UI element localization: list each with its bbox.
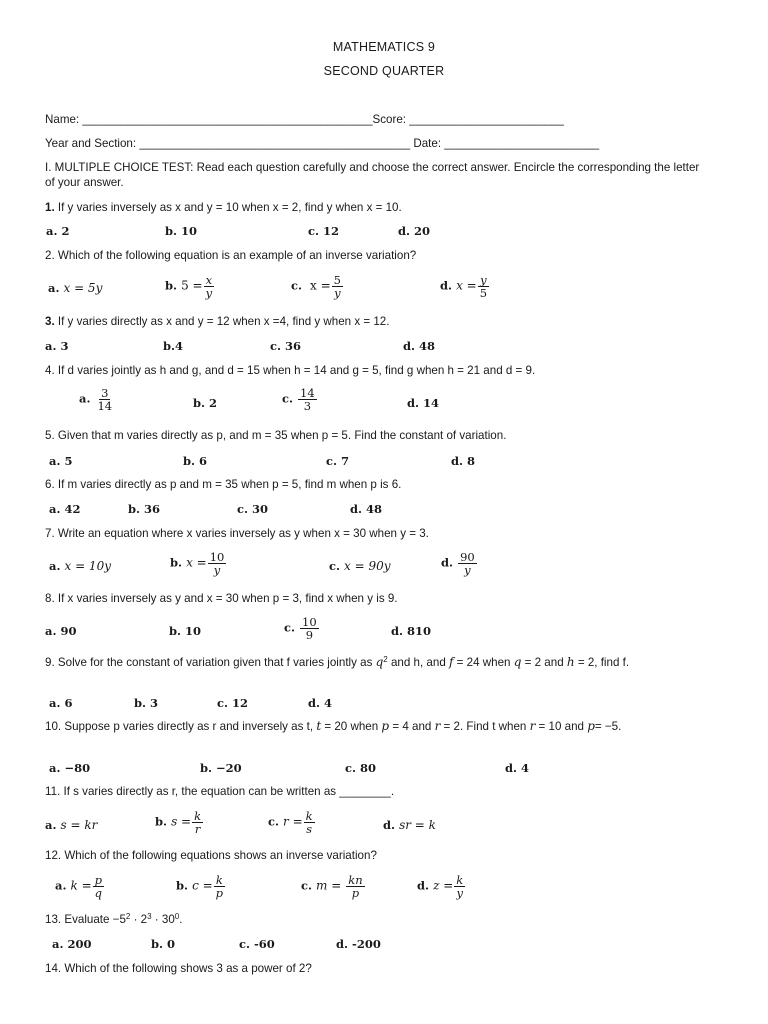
question-7-text: 7. Write an equation where x varies inversely as y when x = 30 when y = 3. bbox=[45, 527, 429, 540]
q3-option-c[interactable]: c. 36 bbox=[270, 339, 302, 353]
q12-option-c-pre: m = bbox=[316, 878, 342, 893]
q7-option-c-eq: x = 90y bbox=[344, 559, 391, 573]
q13-text-b: · 2 bbox=[130, 913, 148, 926]
q7-option-b-label: b. bbox=[170, 555, 183, 570]
q2-option-d[interactable] bbox=[440, 274, 490, 299]
q11-option-d-label: d. bbox=[383, 818, 396, 832]
q12-option-d-label: d. bbox=[417, 878, 430, 893]
q7-option-c[interactable] bbox=[329, 559, 391, 573]
q9-var-q: q bbox=[375, 655, 384, 669]
q2-option-d-numerator: y bbox=[480, 273, 487, 287]
q4-option-a-denominator: 14 bbox=[97, 399, 113, 413]
q10-text-f: = −5. bbox=[594, 720, 622, 733]
q4-option-c-numerator: 14 bbox=[300, 386, 315, 400]
q4-option-c-label: c. bbox=[282, 391, 294, 406]
q7-option-d-label: d. bbox=[441, 555, 454, 570]
q9-var-h: h bbox=[566, 655, 575, 669]
q7-option-d-numerator: 90 bbox=[460, 550, 475, 564]
q5-option-d[interactable]: d. 8 bbox=[451, 454, 476, 468]
q10-text-a: 10. Suppose p varies directly as r and inversely as t, bbox=[45, 720, 317, 733]
question-6-text: 6. If m varies directly as p and m = 35 when p = 5, find m when p is 6. bbox=[45, 478, 402, 491]
q13-option-b[interactable]: b. 0 bbox=[151, 937, 176, 951]
q2-option-b-pre: 5 = bbox=[181, 278, 203, 293]
question-8-text: 8. If x varies inversely as y and x = 30 when p = 3, find x when y is 9. bbox=[45, 592, 398, 605]
q6-option-c[interactable]: c. 30 bbox=[237, 502, 269, 516]
question-2-text: 2. Which of the following equation is an example of an inverse variation? bbox=[45, 249, 417, 262]
question-3-text: If y varies directly as x and y = 12 when x =4, find y when x = 12. bbox=[54, 315, 390, 328]
q11-option-d[interactable] bbox=[383, 818, 436, 832]
q11-option-a-label: a. bbox=[45, 818, 57, 832]
q2-option-c-numerator: 5 bbox=[333, 273, 341, 287]
q5-option-a[interactable]: a. 5 bbox=[49, 454, 73, 468]
q11-option-b-label: b. bbox=[155, 814, 168, 829]
q9-var-f: f bbox=[449, 655, 454, 669]
q11-option-b-denominator: r bbox=[194, 822, 201, 836]
q10-text-d: = 2. Find t when bbox=[440, 720, 530, 733]
q7-option-b-pre: x = bbox=[186, 555, 207, 570]
q6-option-a[interactable]: a. 42 bbox=[49, 502, 81, 516]
section-date-line: Year and Section: __________________________________________ Date: ________________________ bbox=[45, 137, 600, 150]
q9-text-e: = 2, find f. bbox=[574, 656, 630, 669]
q2-option-c-denominator: y bbox=[334, 286, 341, 300]
q7-option-b-denominator: y bbox=[213, 563, 221, 577]
q10-var-t: t bbox=[316, 719, 322, 733]
q7-option-c-label: c. bbox=[329, 559, 341, 573]
q9-option-a[interactable]: a. 6 bbox=[49, 696, 73, 710]
q11-option-c[interactable] bbox=[268, 810, 316, 835]
q2-option-d-label: d. bbox=[440, 278, 453, 293]
page-title: MATHEMATICS 9 bbox=[332, 40, 436, 54]
q3-option-a[interactable]: a. 3 bbox=[45, 339, 69, 353]
q11-option-a[interactable] bbox=[45, 818, 97, 832]
q5-option-b[interactable]: b. 6 bbox=[183, 454, 208, 468]
q13-option-a[interactable]: a. 200 bbox=[52, 937, 92, 951]
q9-text-c: = 24 when bbox=[453, 656, 514, 669]
question-10-text bbox=[45, 719, 710, 734]
question-1 bbox=[45, 201, 402, 214]
q13-option-d[interactable]: d. -200 bbox=[336, 937, 381, 951]
q4-option-d[interactable]: d. 14 bbox=[407, 396, 440, 410]
q13-text-a: 13. Evaluate −5 bbox=[45, 913, 126, 926]
question-13-text bbox=[45, 913, 182, 926]
q8-option-b[interactable]: b. 10 bbox=[169, 624, 202, 638]
q9-text-d: = 2 and bbox=[521, 656, 567, 669]
q8-option-d[interactable]: d. 810 bbox=[391, 624, 432, 638]
q6-option-d[interactable]: d. 48 bbox=[350, 502, 383, 516]
q11-option-b-pre: s = bbox=[171, 814, 192, 829]
q13-exp-2: 3 bbox=[147, 912, 152, 921]
q12-option-c[interactable] bbox=[301, 874, 366, 899]
question-3 bbox=[45, 315, 389, 328]
q4-option-b[interactable]: b. 2 bbox=[193, 396, 218, 410]
question-1-text: If y varies inversely as x and y = 10 when x = 2, find y when x = 10. bbox=[54, 201, 402, 214]
q7-option-d[interactable] bbox=[441, 551, 478, 576]
q12-option-b-denominator: p bbox=[215, 886, 224, 900]
q2-option-b-denominator: y bbox=[205, 286, 213, 300]
q8-option-c-label: c. bbox=[284, 620, 296, 635]
q10-var-p: p bbox=[381, 719, 390, 733]
q10-option-d[interactable]: d. 4 bbox=[505, 761, 530, 775]
q13-exp-1: 2 bbox=[125, 912, 131, 921]
q12-option-b-label: b. bbox=[176, 878, 189, 893]
q1-option-c[interactable]: c. 12 bbox=[308, 224, 340, 238]
q7-option-d-denominator: y bbox=[464, 563, 471, 577]
q5-option-c[interactable]: c. 7 bbox=[326, 454, 350, 468]
q13-text-d: . bbox=[179, 913, 183, 926]
q7-option-b-numerator: 10 bbox=[209, 550, 225, 564]
q11-option-c-numerator: k bbox=[305, 809, 313, 823]
q12-option-b-pre: c = bbox=[192, 878, 213, 893]
q7-option-a-eq: x = 10y bbox=[64, 559, 111, 573]
q1-option-b[interactable]: b. 10 bbox=[165, 224, 198, 238]
q10-text-e: = 10 and bbox=[535, 720, 588, 733]
q12-option-d[interactable] bbox=[417, 874, 466, 899]
name-score-line: Name: _____________________________________________Score: ________________________ bbox=[45, 113, 565, 126]
q2-option-a[interactable] bbox=[48, 281, 102, 295]
q2-option-a-label: a. bbox=[48, 281, 60, 295]
question-4-text: 4. If d varies jointly as h and g, and d = 15 when h = 14 and g = 5, find g when h = 21 and d = 9. bbox=[45, 364, 536, 377]
q10-var-r2: r bbox=[529, 719, 536, 733]
q3-option-d[interactable]: d. 48 bbox=[403, 339, 436, 353]
q9-option-b[interactable]: b. 3 bbox=[134, 696, 159, 710]
q2-option-c-pre: x = bbox=[310, 278, 331, 293]
question-3-number: 3. bbox=[45, 315, 55, 328]
q11-option-b-numerator: k bbox=[194, 809, 202, 823]
q10-text-b: = 20 when bbox=[321, 720, 382, 733]
q8-option-c-numerator: 10 bbox=[302, 615, 317, 629]
q4-option-a-numerator: 3 bbox=[101, 386, 109, 400]
page-subtitle: SECOND QUARTER bbox=[323, 64, 445, 78]
instructions: I. MULTIPLE CHOICE TEST: Read each question carefully and choose the correct answer. Encircle the corresponding the letter of your answer. bbox=[45, 161, 700, 189]
q4-option-c-denominator: 3 bbox=[303, 399, 312, 413]
q4-option-a[interactable] bbox=[79, 387, 115, 412]
question-5-text: 5. Given that m varies directly as p, and m = 35 when p = 5. Find the constant of variation. bbox=[45, 429, 507, 442]
question-14-text: 14. Which of the following shows 3 as a power of 2? bbox=[45, 962, 312, 975]
q12-option-a-numerator: p bbox=[94, 873, 102, 887]
q12-option-d-numerator: k bbox=[456, 873, 464, 887]
q8-option-a[interactable]: a. 90 bbox=[45, 624, 77, 638]
q9-var-q2: q bbox=[513, 655, 522, 669]
q2-option-d-pre: x = bbox=[456, 278, 477, 293]
q10-option-c[interactable]: c. 80 bbox=[345, 761, 377, 775]
q9-text-b: and h, and bbox=[387, 656, 449, 669]
q7-option-a[interactable] bbox=[49, 559, 111, 573]
q2-option-b-numerator: x bbox=[205, 273, 213, 287]
q9-option-c[interactable]: c. 12 bbox=[217, 696, 249, 710]
q10-option-b[interactable]: b. −20 bbox=[200, 761, 242, 775]
q10-option-a[interactable]: a. −80 bbox=[49, 761, 91, 775]
q1-option-d[interactable]: d. 20 bbox=[398, 224, 431, 238]
q4-option-a-label: a. bbox=[79, 391, 91, 406]
q12-option-b[interactable] bbox=[176, 874, 226, 899]
q8-option-c[interactable] bbox=[284, 616, 320, 641]
q9-exponent: 2 bbox=[383, 655, 388, 664]
q7-option-b[interactable] bbox=[170, 551, 227, 576]
question-9-text bbox=[45, 655, 710, 670]
q6-option-b[interactable]: b. 36 bbox=[128, 502, 161, 516]
question-1-number: 1. bbox=[45, 201, 55, 214]
q12-option-b-numerator: k bbox=[215, 873, 223, 887]
q8-option-c-denominator: 9 bbox=[305, 628, 314, 642]
q12-option-a[interactable] bbox=[55, 874, 105, 899]
q12-option-d-denominator: y bbox=[456, 886, 463, 900]
q2-option-d-denominator: 5 bbox=[479, 286, 488, 300]
q10-var-r: r bbox=[434, 719, 441, 733]
q2-option-a-eq: x = 5y bbox=[63, 281, 103, 295]
q13-text-c: · 30 bbox=[151, 913, 175, 926]
q10-text-c: = 4 and bbox=[389, 720, 435, 733]
q10-var-p2: p bbox=[587, 719, 595, 733]
q13-option-c[interactable]: c. -60 bbox=[239, 937, 275, 951]
q13-exp-3: 0 bbox=[174, 912, 180, 921]
q7-option-a-label: a. bbox=[49, 559, 61, 573]
q2-option-b-label: b. bbox=[165, 278, 178, 293]
q2-option-c-label: c. bbox=[291, 278, 303, 293]
q12-option-c-label: c. bbox=[301, 878, 313, 893]
q3-option-b[interactable]: b.4 bbox=[163, 339, 184, 353]
q12-option-c-denominator: p bbox=[351, 886, 360, 900]
q2-option-c[interactable] bbox=[291, 274, 344, 299]
question-12-text: 12. Which of the following equations shows an inverse variation? bbox=[45, 849, 377, 862]
q12-option-a-pre: k = bbox=[70, 878, 92, 893]
q1-option-a[interactable]: a. 2 bbox=[46, 224, 70, 238]
q12-option-a-denominator: q bbox=[94, 886, 102, 900]
q12-option-c-numerator: kn bbox=[348, 873, 363, 887]
q11-option-c-label: c. bbox=[268, 814, 280, 829]
q4-option-c[interactable] bbox=[282, 387, 318, 412]
q9-option-d[interactable]: d. 4 bbox=[308, 696, 333, 710]
q11-option-a-eq: s = kr bbox=[60, 818, 98, 832]
q2-option-b[interactable] bbox=[165, 274, 215, 299]
q9-text-a: 9. Solve for the constant of variation given that f varies jointly as bbox=[45, 656, 376, 669]
question-11-text: 11. If s varies directly as r, the equation can be written as ________. bbox=[45, 785, 395, 798]
q11-option-c-pre: r = bbox=[283, 814, 303, 829]
q11-option-d-eq: sr = k bbox=[399, 818, 436, 832]
q11-option-b[interactable] bbox=[155, 810, 204, 835]
q11-option-c-denominator: s bbox=[306, 822, 313, 836]
q12-option-d-pre: z = bbox=[433, 878, 454, 893]
q12-option-a-label: a. bbox=[55, 878, 67, 893]
